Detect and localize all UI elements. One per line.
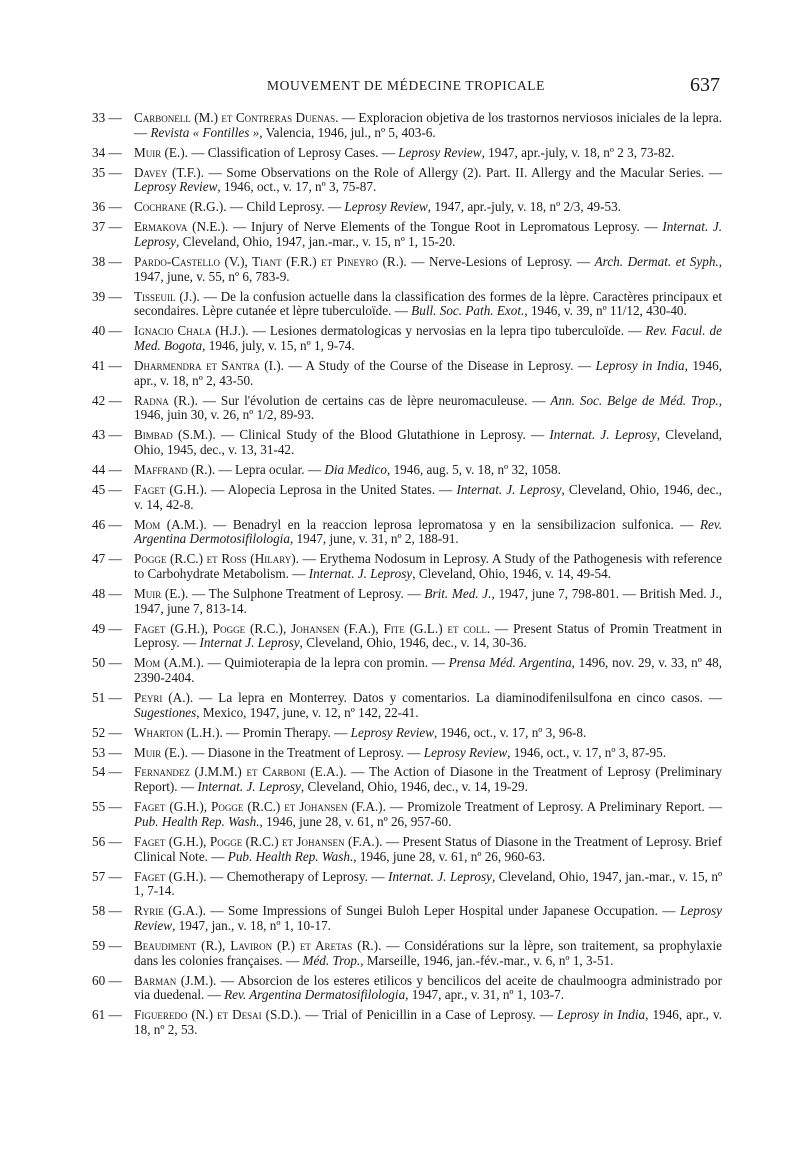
reference-sep: — xyxy=(367,868,389,884)
reference-title: Classification of Leprosy Cases. xyxy=(207,144,379,160)
reference-item xyxy=(92,974,722,1004)
reference-details: , 1946, oct., v. 17, nº 3, 87-95. xyxy=(507,744,667,760)
page-header xyxy=(92,74,720,98)
reference-title: Trial of Penicillin in a Case of Leprosy. xyxy=(322,1007,536,1023)
reference-item xyxy=(92,800,722,830)
reference-authors: Bimbad (S.M.). xyxy=(134,427,216,443)
reference-title: Quimioterapia de la lepra con promin. xyxy=(224,655,428,671)
reference-title: Benadryl en la reaccion leprosa lepromatosa y en la sensibilizacion sulfonica. xyxy=(232,516,674,532)
reference-authors: Muir (E.). xyxy=(134,585,189,601)
reference-details: , Cleveland, Ohio, 1947, jan.-mar., v. 15, nº 1, 15-20. xyxy=(176,233,456,249)
reference-sep: — xyxy=(210,868,227,884)
reference-number: 39 — xyxy=(92,290,134,305)
reference-item xyxy=(92,255,722,285)
reference-details: , Cleveland, Ohio, 1945, dec., v. 13, 31-42. xyxy=(134,427,722,458)
reference-sep: — xyxy=(535,1007,557,1023)
reference-sep: — xyxy=(179,635,200,651)
reference-sep: — xyxy=(673,516,700,532)
reference-title: Lesiones dermatologicas y nervosias en la lepra tipo tuberculoïde. xyxy=(269,323,625,339)
reference-authors: Faget (G.H.). xyxy=(134,481,208,497)
reference-number: 44 — xyxy=(92,463,134,478)
reference-item xyxy=(92,394,722,424)
reference-number: 60 — xyxy=(92,974,134,989)
reference-authors: Faget (G.H.), Pogge (R.C.) et Johansen (F.A.). xyxy=(134,833,383,849)
reference-sep: — xyxy=(351,764,369,780)
reference-title: Erythema Nodosum in Leprosy. A Study of the Pathogenesis with reference to Carbohydrate Metabolism. xyxy=(134,551,723,582)
reference-sep: — xyxy=(207,848,228,864)
reference-journal: Leprosy Review xyxy=(398,144,482,160)
reference-item xyxy=(92,324,722,354)
reference-title: A Study of the Course of the Disease in Leprosy. xyxy=(305,357,574,373)
reference-sep: — xyxy=(527,392,551,408)
reference-title: La lepra en Monterrey. Datos y comentarios. La diaminodifenilsulfona en cinco casos. xyxy=(218,689,703,705)
reference-authors: Muir (E.). xyxy=(134,144,188,160)
reference-journal: Sugestiones xyxy=(134,704,197,720)
reference-authors: Dharmendra et Santra (I.). xyxy=(134,357,284,373)
reference-journal: Bull. Soc. Path. Exot. xyxy=(411,303,525,319)
reference-title: Sur l'évolution de certains cas de lèpre neuromaculeuse. xyxy=(220,392,528,408)
reference-number: 48 — xyxy=(92,587,134,602)
reference-number: 58 — xyxy=(92,904,134,919)
reference-item xyxy=(92,622,722,652)
reference-item xyxy=(92,939,722,969)
reference-details: , Cleveland, Ohio, 1947, jan.-mar., v. 15, nº 1, 7-14. xyxy=(134,868,723,899)
reference-sep: — xyxy=(282,952,303,968)
reference-sep: — xyxy=(203,288,221,304)
reference-sep: — xyxy=(220,427,240,443)
reference-sep: — xyxy=(305,1007,323,1023)
reference-item xyxy=(92,746,722,761)
reference-sep: — xyxy=(233,219,251,235)
reference-details: , Cleveland, Ohio, 1946, dec., v. 14, 42-8. xyxy=(134,481,723,512)
reference-number: 40 — xyxy=(92,324,134,339)
reference-title: Nerve-Lesions of Leprosy. xyxy=(429,253,573,269)
reference-title: Alopecia Leprosa in the United States. xyxy=(227,481,436,497)
reference-journal: Internat. J. Leprosy xyxy=(308,566,413,582)
reference-sep: — xyxy=(191,744,208,760)
page-number: 637 xyxy=(690,74,720,96)
reference-journal: Rev. Facul. de Med. Bogota xyxy=(134,323,723,354)
reference-details: , 1946, v. 39, nº 11/12, 430-40. xyxy=(524,303,687,319)
reference-item xyxy=(92,726,722,741)
reference-item xyxy=(92,166,722,196)
reference-authors: Carbonell (M.) et Contreras Duenas. xyxy=(134,110,339,125)
reference-details: , Cleveland, Ohio, 1946, v. 14, 49-54. xyxy=(412,566,611,582)
reference-title: Present Status of Diasone in the Treatment of Leprosy. Brief Clinical Note. xyxy=(134,833,723,864)
reference-title: The Sulphone Treatment of Leprosy. xyxy=(208,585,404,601)
reference-sep: — xyxy=(213,516,233,532)
reference-number: 57 — xyxy=(92,870,134,885)
reference-number: 53 — xyxy=(92,746,134,761)
reference-title: Lepra ocular. xyxy=(235,461,305,477)
reference-title: Injury of Nerve Elements of the Tongue Root in Lepromatous Leprosy. xyxy=(250,219,640,235)
reference-number: 45 — xyxy=(92,483,134,498)
reference-item xyxy=(92,1008,722,1038)
reference-item xyxy=(92,691,722,721)
reference-authors: Faget (G.H.). xyxy=(134,868,207,884)
reference-sep: — xyxy=(252,323,270,339)
reference-sep: — xyxy=(226,724,243,740)
reference-details: , 1947, apr.-july, v. 18, nº 2 3, 73-82. xyxy=(481,144,675,160)
reference-sep: — xyxy=(391,303,412,319)
reference-sep: — xyxy=(702,689,723,705)
running-head: MOUVEMENT DE MÉDECINE TROPICALE xyxy=(267,78,545,93)
reference-number: 33 — xyxy=(92,111,134,126)
reference-title: Some Impressions of Sungei Buloh Leper Hospital under Japanese Occupation. xyxy=(228,903,658,919)
reference-authors: Tisseuil (J.). xyxy=(134,288,200,304)
reference-journal: Leprosy in India xyxy=(556,1007,646,1023)
reference-number: 34 — xyxy=(92,146,134,161)
reference-journal: Internat. J. Leprosy xyxy=(456,481,562,497)
reference-sep: — xyxy=(704,799,723,815)
reference-sep: — xyxy=(192,585,209,601)
reference-title: Child Leprosy. xyxy=(246,199,325,215)
reference-authors: Pardo-Castello (V.), Tiant (F.R.) et Pineyro (R.). xyxy=(134,253,407,269)
reference-journal: Dia Medico xyxy=(324,461,387,477)
reference-journal: Ann. Soc. Belge de Méd. Trop. xyxy=(550,392,719,408)
reference-journal: Internat. J. Leprosy xyxy=(197,779,301,795)
reference-item xyxy=(92,359,722,389)
reference-sep: — xyxy=(191,144,208,160)
reference-details: , Cleveland, Ohio, 1946, dec., v. 14, 19-29. xyxy=(300,779,528,795)
reference-sep: — xyxy=(624,323,646,339)
reference-number: 49 — xyxy=(92,622,134,637)
reference-details: , 1946, aug. 5, v. 18, nº 32, 1058. xyxy=(386,461,561,477)
reference-details: , 1946, june 28, v. 61, nº 26, 957-60. xyxy=(259,813,452,829)
reference-journal: Internat. J. Leprosy xyxy=(388,868,492,884)
reference-details: , 1947, jan., v. 18, nº 1, 10-17. xyxy=(172,918,331,933)
reference-title: Present Status of Promin Treatment in Leprosy. xyxy=(134,620,723,651)
reference-sep: — xyxy=(389,799,408,815)
reference-journal: Leprosy Review xyxy=(134,179,218,195)
reference-authors: Figueredo (N.) et Desai (S.D.). xyxy=(134,1007,302,1023)
reference-sep: — xyxy=(304,461,325,477)
reference-sep: — xyxy=(288,357,306,373)
reference-title: Chemotherapy of Leprosy. xyxy=(226,868,368,884)
reference-details: , 1947, june 7, 798-801. — British Med. J., 1947, june 7, 813-14. xyxy=(134,585,723,616)
reference-title: The Action of Diasone in the Treatment of Leprosy (Preliminary Report). xyxy=(134,764,723,795)
reference-item xyxy=(92,146,722,161)
reference-journal: Brit. Med. J. xyxy=(424,585,492,601)
reference-journal: Rev. Argentina Dermatosifilologia xyxy=(224,987,406,1003)
reference-sep: — xyxy=(204,987,225,1003)
reference-journal: Pub. Health Rep. Wash. xyxy=(227,848,354,864)
reference-details: , 1946, apr., v. 18, nº 2, 53. xyxy=(134,1007,723,1038)
reference-sep: — xyxy=(202,392,221,408)
reference-number: 35 — xyxy=(92,166,134,181)
reference-number: 43 — xyxy=(92,428,134,443)
reference-journal: Leprosy Review xyxy=(344,199,428,215)
reference-authors: Peyri (A.). xyxy=(134,689,194,705)
reference-sep: — xyxy=(134,124,151,140)
reference-journal: Rev. Argentina Dermotosifilologia xyxy=(134,516,723,547)
reference-number: 42 — xyxy=(92,394,134,409)
reference-details: , 1946, apr., v. 18, nº 2, 43-50. xyxy=(134,357,722,388)
reference-number: 52 — xyxy=(92,726,134,741)
reference-authors: Muir (E.). xyxy=(134,744,188,760)
reference-details: , Mexico, 1947, june, v. 12, nº 142, 22-41. xyxy=(196,704,419,720)
reference-authors: Pogge (R.C.) et Ross (Hilary). xyxy=(134,551,299,567)
reference-item xyxy=(92,111,722,141)
reference-sep: — xyxy=(386,937,405,953)
reference-sep: — xyxy=(403,744,424,760)
reference-sep: — xyxy=(495,620,514,636)
reference-item xyxy=(92,483,722,513)
reference-title: Considérations sur la lèpre, son traitement, sa prophylaxie dans les colonies françaises. xyxy=(134,937,722,968)
reference-title: De la confusion actuelle dans la classification des formes de la lèpre. Caractères principaux et secondaires. Lèpre cutanée et lèpre tuberculoïde. xyxy=(134,288,722,319)
reference-authors: Ignacio Chala (H.J.). xyxy=(134,323,249,339)
reference-sep: — xyxy=(572,253,595,269)
reference-sep: — xyxy=(657,903,681,919)
reference-number: 37 — xyxy=(92,220,134,235)
reference-journal: Leprosy Review xyxy=(350,724,435,740)
reference-sep: — xyxy=(385,833,403,849)
reference-sep: — xyxy=(704,164,723,180)
reference-number: 59 — xyxy=(92,939,134,954)
reference-sep: — xyxy=(288,566,309,582)
reference-details: , 1947, apr.-july, v. 18, nº 2/3, 49-53. xyxy=(427,199,622,215)
reference-number: 56 — xyxy=(92,835,134,850)
reference-authors: Maffrand (R.). xyxy=(134,461,216,477)
reference-item xyxy=(92,200,722,215)
reference-number: 41 — xyxy=(92,359,134,374)
reference-number: 51 — xyxy=(92,691,134,706)
reference-number: 46 — xyxy=(92,518,134,533)
reference-authors: Wharton (L.H.). xyxy=(134,724,223,740)
reference-item xyxy=(92,220,722,250)
reference-sep: — xyxy=(330,724,351,740)
reference-authors: Ryrie (G.A.). xyxy=(134,903,206,919)
reference-authors: Mom (A.M.). xyxy=(134,655,204,671)
reference-authors: Mom (A.M.). xyxy=(134,516,207,532)
reference-sep: — xyxy=(211,481,228,497)
reference-details: , 1496, nov. 29, v. 33, nº 48, 2390-2404. xyxy=(134,655,723,686)
reference-sep: — xyxy=(302,551,320,567)
reference-title: Some Observations on the Role of Allergy (2). Part. II. Allergy and the Macular Series. xyxy=(226,164,705,180)
reference-item xyxy=(92,290,722,320)
reference-sep: — xyxy=(428,655,449,671)
reference-number: 50 — xyxy=(92,656,134,671)
reference-authors: Ermakova (N.E.). xyxy=(134,219,229,235)
reference-journal: Pub. Health Rep. Wash. xyxy=(134,813,260,829)
reference-sep: — xyxy=(218,461,235,477)
reference-authors: Fernandez (J.M.M.) et Carboni (E.A.). xyxy=(134,764,347,780)
reference-journal: Leprosy in India xyxy=(595,357,685,373)
reference-journal: Internat. J. Leprosy xyxy=(134,219,723,249)
reference-item xyxy=(92,552,722,582)
reference-title: Diasone in the Treatment of Leprosy. xyxy=(207,744,404,760)
reference-sep: — xyxy=(207,655,225,671)
reference-sep: — xyxy=(525,427,550,443)
reference-number: 61 — xyxy=(92,1008,134,1023)
reference-sep: — xyxy=(378,144,399,160)
reference-number: 36 — xyxy=(92,200,134,215)
reference-details: , 1947, june, v. 55, nº 6, 783-9. xyxy=(134,253,723,284)
reference-details: , Marseille, 1946, jan.-fév.-mar., v. 6, nº 1, 3-51. xyxy=(360,952,614,968)
reference-details: , 1947, june, v. 31, nº 2, 188-91. xyxy=(289,531,459,547)
reference-sep: — xyxy=(573,357,596,373)
reference-details: , 1947, apr., v. 31, nº 1, 103-7. xyxy=(405,987,565,1003)
reference-authors: Radna (R.). xyxy=(134,392,198,408)
reference-title: Clinical Study of the Blood Glutathione in Leprosy. xyxy=(239,427,526,443)
reference-item xyxy=(92,587,722,617)
reference-title: Promizole Treatment of Leprosy. A Preliminary Report. xyxy=(407,799,705,815)
reference-sep: — xyxy=(639,219,663,235)
reference-details: , 1946, juin 30, v. 26, nº 1/2, 89-93. xyxy=(134,392,723,423)
reference-journal: Internat. J. Leprosy xyxy=(549,427,657,443)
reference-details: , 1946, june 28, v. 61, nº 26, 960-63. xyxy=(353,848,546,864)
reference-journal: Prensa Méd. Argentina xyxy=(448,655,572,671)
reference-sep: — xyxy=(403,585,425,601)
reference-title: Absorcion de los esteres etilicos y bencilicos del aceite de chaulmoogra administrado por via duedenal. xyxy=(134,972,722,1003)
reference-journal: Leprosy Review xyxy=(134,903,723,933)
reference-details: , 1946, july, v. 15, nº 1, 9-74. xyxy=(202,338,355,354)
reference-details: , Cleveland, Ohio, 1946, dec., v. 14, 30-36. xyxy=(299,635,527,651)
reference-title: Promin Therapy. xyxy=(242,724,331,740)
reference-sep: — xyxy=(199,689,219,705)
reference-number: 47 — xyxy=(92,552,134,567)
reference-item xyxy=(92,463,722,478)
reference-item xyxy=(92,904,722,934)
reference-authors: Cochrane (R.G.). xyxy=(134,199,227,215)
reference-authors: Davey (T.F.). xyxy=(134,164,204,180)
reference-journal: Revista « Fontilles » xyxy=(150,124,260,140)
reference-title: Exploracion objetiva de los trastornos nerviosos iniciales de la lepra. xyxy=(358,110,723,125)
reference-sep: — xyxy=(220,972,238,988)
reference-item xyxy=(92,656,722,686)
reference-sep: — xyxy=(435,481,457,497)
reference-journal: Internat J. Leprosy xyxy=(199,635,300,651)
reference-item xyxy=(92,765,722,795)
reference-number: 38 — xyxy=(92,255,134,270)
reference-journal: Leprosy Review xyxy=(423,744,508,760)
reference-item xyxy=(92,835,722,865)
reference-journal: Méd. Trop. xyxy=(302,952,361,968)
reference-sep: — xyxy=(324,199,345,215)
reference-journal: Arch. Dermat. et Syph. xyxy=(594,253,719,269)
reference-sep: — xyxy=(177,779,198,795)
reference-details: , Valencia, 1946, jul., nº 5, 403-6. xyxy=(259,124,436,140)
reference-list xyxy=(92,111,722,1043)
reference-authors: Beaudiment (R.), Laviron (P.) et Aretas (R.). xyxy=(134,937,382,953)
reference-sep: — xyxy=(341,110,359,125)
reference-sep: — xyxy=(208,164,227,180)
reference-authors: Faget (G.H.), Pogge (R.C.) et Johansen (F.A.). xyxy=(134,799,386,815)
reference-number: 54 — xyxy=(92,765,134,780)
reference-details: , 1946, oct., v. 17, nº 3, 75-87. xyxy=(217,179,377,195)
reference-number: 55 — xyxy=(92,800,134,815)
reference-sep: — xyxy=(411,253,429,269)
reference-sep: — xyxy=(210,903,229,919)
reference-authors: Barman (J.M.). xyxy=(134,972,217,988)
reference-details: , 1946, oct., v. 17, nº 3, 96-8. xyxy=(434,724,587,740)
reference-item xyxy=(92,518,722,548)
reference-authors: Faget (G.H.), Pogge (R.C.), Johansen (F.A.), Fite (G.L.) et coll. xyxy=(134,620,491,636)
reference-item xyxy=(92,870,722,900)
reference-sep: — xyxy=(229,199,247,215)
reference-item xyxy=(92,428,722,458)
